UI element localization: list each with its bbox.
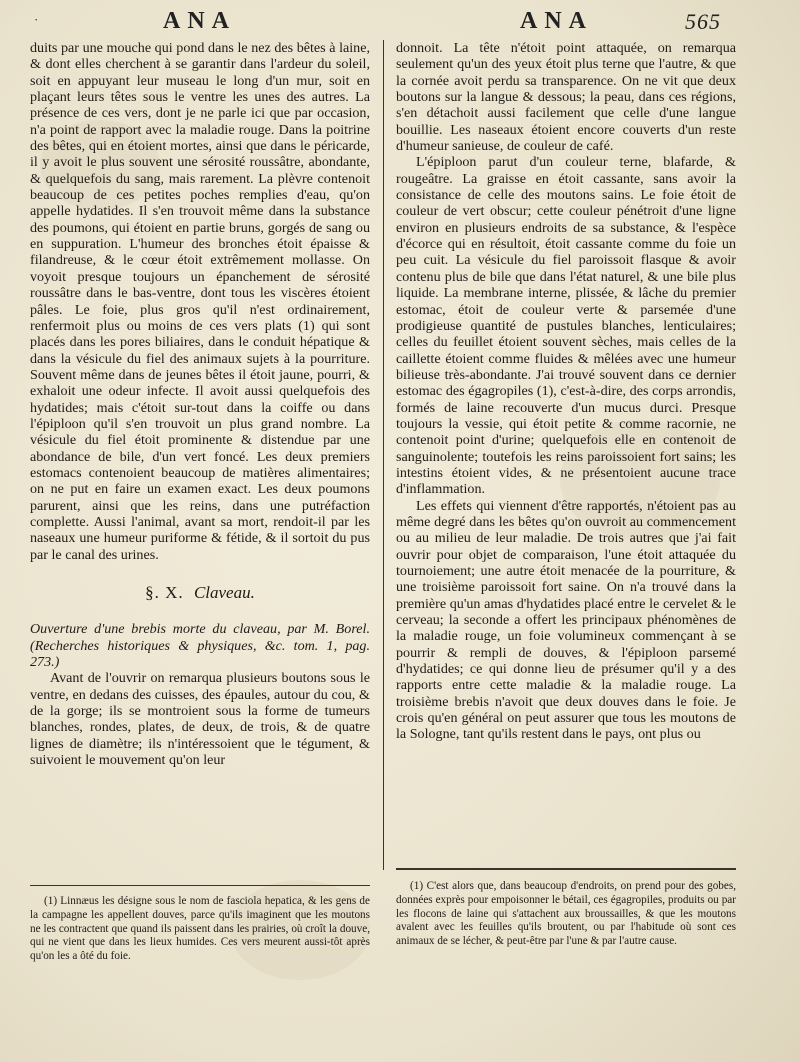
body-paragraph: Avant de l'ouvrir on remarqua plusieurs boutons sous le ventre, en dedans des cuisses, des épaules, autour du cou, & de la gorge; ils se montroient sous la forme de tumeurs blanches, rondes, plates, de deux, de trois, & de quatre lignes de diamètre; ils n'intéressoient que le tégument, & suivoient le mouvement qu'on leur bbox=[30, 670, 370, 769]
running-head-left: ANA bbox=[163, 8, 236, 34]
footnote-text: (1) Linnæus les désigne sous le nom de fasciola hepatica, & les gens de la campagne les appellent douves, parce qu'ils imaginent que les moutons ne les contractent que quand ils paissent dans les prairies, où croît la douve, qui ne vient que dans les lieux humides. Ces vers meurent aussi-tôt après qu'on les a ôté du foie. bbox=[30, 895, 370, 963]
footnote-right bbox=[396, 880, 736, 949]
section-number: §. X. bbox=[145, 583, 184, 602]
body-paragraph: duits par une mouche qui pond dans le nez des bêtes à laine, & dont elles cherchent à se garantir dans l'ardeur du soleil, soit en appuyant leur museau le long d'un mur, soit en plaçant leurs têtes sous le ventre les unes des autres. La présence de ces vers, dont je ne parle ici que par occasion, n'a point de rapport avec la maladie rouge. Dans la poitrine des bêtes, qui en étoient mortes, ainsi que dans le péricarde, il y avoit le plus souvent une sérosité roussâtre, abondante, & quelquefois du sang, mais rarement. La plèvre contenoit beaucoup de ces petites poches remplies d'eau, qu'on appelle hydatides. Il s'en trouvoit même dans la substance des poumons, qui étoient en partie bruns, gorgés de sang ou en suppuration. L'humeur des bronches étoit épaisse & filandreuse, & le cœur étoit extrêmement mollasse. On voyoit presque toujours un épanchement de sérosité roussâtre dans le bas-ventre, dont tous les viscères étoient pâles. Le foie, plus gros qu'il n'est ordinairement, renfermoit plus ou moins de ces vers plats (1) qui sont placés dans les pores biliaires, dans le conduit hépatique & dans la vésicule du fiel des animaux sujets à la pourriture. Souvent même dans de jeunes bêtes il étoit jaune, pourri, & exhaloit une odeur infecte. Il avoit aussi quelquefois des hydatides; mais c'étoit sur-tout dans la coiffe ou dans l'épiploon qu'il s'en trouvoit un plus grand nombre. La vésicule du fiel étoit prominente & distendue par une abondance de bile, d'un vert foncé. Les deux premiers estomacs contenoient beaucoup de matières alimentaires; on ne put en faire un examen exact. Les deux poumons parurent, ainsi que les reins, dans une putréfaction complette. Aussi l'animal, avant sa mort, rendoit-il par les naseaux une humeur puriforme & fétide, & il sortoit du pus par le canal des urines. bbox=[30, 40, 370, 563]
body-paragraph: donnoit. La tête n'étoit point attaquée, on remarqua seulement qu'un des yeux étoit plus terne que l'autre, & que la cornée avoit perdu sa transparence. On ne vit que deux boutons sur la langue & dessous; la peau, dans ces régions, s'en détachoit aussi facilement que celle d'une langue bouillie. Les naseaux étoient encore couverts d'un reste d'humeur sanieuse, de couleur de café. bbox=[396, 40, 736, 155]
section-heading bbox=[30, 585, 370, 601]
header-mark: · bbox=[34, 12, 39, 27]
footnote-text: (1) C'est alors que, dans beaucoup d'endroits, on prend pour des gobes, données exprès pour empoisonner le bétail, ces égagropiles, produits ou par les flocons de laine qui s'attachent aux broussailles, & que les moutons avalent avec les feuilles qu'ils broutent, ou par l'habitude où sont ces animaux de se lécher, & peut-être par l'une & par l'autre cause. bbox=[396, 880, 736, 948]
section-name: Claveau. bbox=[193, 583, 255, 602]
page-number: 565 bbox=[685, 9, 721, 34]
body-paragraph: L'épiploon parut d'un couleur terne, blafarde, & rougeâtre. La graisse en étoit cassante, sans avoir la consistance de celle des moutons sains. Le foie étoit de couleur de vert obscur; cette couleur pénétroit d'une ligne environ en plusieurs endroits de sa substance, & l'espèce d'écorce qui en résultoit, étoit cassante comme du foie un peu cuit. La vésicule du fiel paroissoit flasque & avoir contenu plus de bile que dans l'état naturel, & une bile plus liquide. La membrane interne, plissée, & lâche du premier estomac, étoit de couleur verte & parsemée d'une prodigieuse quantité de pustules blanches, lenticulaires; celles du feuillet étoient souvent sèches, mais celles de la caillette étoient comme fluides & mêlées avec une humeur bilieuse très-abondante. J'ai trouvé souvent dans ce dernier estomac des égagropiles (1), c'est-à-dire, des corps arrondis, formés de laine recouverte d'un mucus durci. Presque toujours la vessie, qui étoit petite & comme racornie, ne contenoit point d'urine; quelquefois elle en contenoit de sanguinolente; toutefois les reins paroissoient fort sains; les intestins étoient vides, & ne présentoient aucune trace d'inflammation. bbox=[396, 154, 736, 498]
right-column bbox=[396, 40, 736, 743]
footnote-rule bbox=[30, 885, 370, 886]
section-subtitle: Ouverture d'une brebis morte du claveau, par M. Borel. (Recherches historiques & physiques, &c. tom. 1, pag. 273.) bbox=[30, 621, 370, 671]
body-paragraph: Les effets qui viennent d'être rapportés, n'étoient pas au même degré dans les bêtes qu'on ouvroit au commencement ou au milieu de leur maladie. De trois autres que j'ai fait ouvrir pour objet de comparaison, l'une étoit attaquée du tournoiement; une autre étoit menacée de la pourriture, & une troisième paroissoit fort saine. On n'a trouvé dans la première qu'un amas d'hydatides placé entre le cervelet & le cerveau; la seconde a offert les principaux phénomènes de la maladie rouge, un foie volumineux commençant à se pourrir & rempli de douves, & l'épiploon parsemé d'hydatides; ce qui donne lieu de présumer qu'il y a des rapports entre cette maladie & la maladie rouge. La troisième brebis n'avoit que deux douves dans le foie. Je crois qu'en général on peut assurer que tous les moutons de la Sologne, tant qu'ils restent dans le pays, ont plus ou bbox=[396, 497, 736, 743]
running-head-right: ANA bbox=[520, 8, 593, 34]
footnote-left bbox=[30, 895, 370, 964]
left-column bbox=[30, 40, 370, 768]
footnote-rule bbox=[396, 868, 736, 870]
column-divider bbox=[383, 40, 384, 870]
